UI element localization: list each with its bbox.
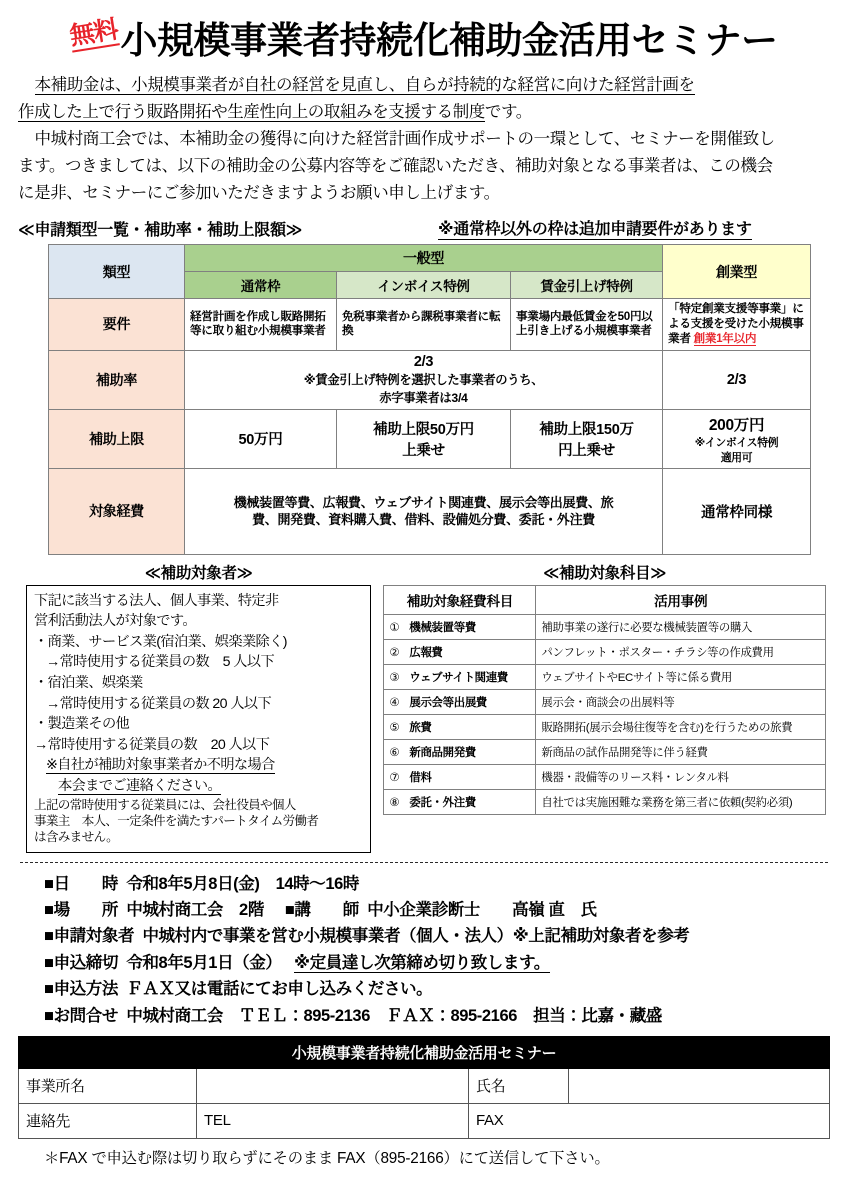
- subject-label: 機械装置等費: [409, 621, 476, 634]
- lecturer-label: ■講 師: [284, 901, 359, 920]
- subject-name-cell: [384, 739, 536, 764]
- eligible-footnote-3: は含みません。: [34, 830, 119, 845]
- limit-wage-l2: 円上乗せ: [558, 442, 615, 459]
- subject-example-cell: ウェブサイトやECサイト等に係る費用: [536, 664, 826, 689]
- form-header-title: 小規模事業者持続化補助金活用セミナー: [19, 1036, 830, 1068]
- cut-line-divider: [20, 862, 828, 863]
- table-row: [384, 664, 826, 689]
- caption-right: ※通常枠以外の枠は追加申請要件があります: [438, 216, 752, 240]
- rate-general-note2: 赤字事業者は3/4: [379, 390, 468, 405]
- subject-example-cell: パンフレット・ポスター・チラシ等の作成費用: [536, 639, 826, 664]
- subject-name-cell: [384, 789, 536, 814]
- requirement-invoice: 免税事業者から課税事業者に転換: [337, 299, 511, 350]
- rate-startup: 2/3: [663, 350, 811, 409]
- row-label-requirement: 要件: [49, 299, 185, 350]
- limit-wage-l1: 補助上限150万: [539, 421, 634, 438]
- subject-name-cell: [384, 664, 536, 689]
- rate-general-main: 2/3: [413, 353, 434, 370]
- deadline-note: ※定員達し次第締め切り致します。: [294, 953, 550, 972]
- intro-paragraph-2: [18, 126, 830, 152]
- limit-normal: 50万円: [185, 409, 337, 468]
- deadline-value: 令和8年5月1日（金）: [126, 953, 282, 972]
- subject-number: ①: [389, 621, 400, 634]
- detail-method: [44, 976, 830, 1002]
- eligible-line-1: 営利活動法人が対象です。: [34, 613, 196, 630]
- subject-number: ②: [389, 646, 400, 659]
- subject-name-cell: [384, 614, 536, 639]
- requirement-startup: [663, 299, 811, 350]
- intro-paragraph-2-l3: [18, 180, 830, 206]
- table-row: [384, 639, 826, 664]
- eligible-heading: ≪補助対象者≫: [144, 564, 253, 582]
- deadline-label: ■申込締切: [44, 953, 118, 972]
- form-row-contact: [19, 1103, 830, 1138]
- header-general: 一般型: [185, 245, 663, 272]
- intro-paragraph-1-cont: [18, 99, 830, 125]
- subject-example-cell: 販路開拓(展示会場往復等を含む)を行うための旅費: [536, 714, 826, 739]
- subject-number: ③: [389, 671, 400, 684]
- applicant-value: 中城村内で事業を営む小規模事業者（個人・法人）※上記補助対象者を参考: [142, 927, 690, 946]
- applicant-label: ■申請対象者: [44, 927, 135, 946]
- table-header-row-1: [49, 245, 811, 272]
- eligible-line-0: 下記に該当する法人、個人事業、特定非: [34, 592, 279, 609]
- subject-label: ウェブサイト関連費: [409, 671, 508, 684]
- method-label: ■申込方法: [44, 980, 118, 999]
- two-column-section: [18, 561, 830, 853]
- subject-label: 委託・外注費: [409, 796, 476, 809]
- eligible-footnote-2: 事業主 本人、一定条件を満たすパートタイム労働者: [34, 813, 319, 828]
- row-limit: [49, 409, 811, 468]
- form-header-row: [19, 1036, 830, 1068]
- eligible-line-7: →常時使用する従業員の数 20 人以下: [34, 736, 270, 753]
- subject-number: ⑥: [389, 746, 400, 759]
- eligible-line-6: ・製造業その他: [34, 716, 130, 733]
- form-input-name[interactable]: [569, 1068, 830, 1103]
- intro-p1-tail: です。: [484, 102, 532, 121]
- eligible-line-3: →常時使用する従業員の数 5 人以下: [46, 654, 275, 671]
- intro-p1-c: 作成した上で行う販路開拓や生産性向上の取組みを支援する制度: [18, 102, 485, 121]
- detail-deadline: [44, 950, 830, 976]
- requirement-wage: 事業場内最低賃金を50円以上引き上げる小規模事業者: [511, 299, 663, 350]
- method-value: ＦＡＸ又は電話にてお申し込みください。: [126, 980, 433, 999]
- subject-example-cell: 補助事業の遂行に必要な機械装置等の購入: [536, 614, 826, 639]
- table-row: [384, 764, 826, 789]
- row-label-rate: 補助率: [49, 350, 185, 409]
- subjects-col-2: 活用事例: [536, 585, 826, 614]
- subject-label: 展示会等出展費: [409, 696, 488, 709]
- intro-p2-l3: に是非、セミナーにご参加いただきますようお願い申し上げます。: [18, 184, 500, 203]
- requirement-startup-red-note: 創業1年以内: [693, 331, 757, 345]
- limit-wage: [511, 409, 663, 468]
- subject-number: ④: [389, 696, 400, 709]
- table-row: [384, 789, 826, 814]
- eligible-line-2: ・商業、サービス業(宿泊業、娯楽業除く): [34, 633, 287, 650]
- rate-general-note1: ※賃金引上げ特例を選択した事業者のうち、: [303, 372, 544, 387]
- subject-example-cell: 自社では実施困難な業務を第三者に依頼(契約必須): [536, 789, 826, 814]
- fax-note: ＊FAX で申込む際は切り取らずにそのまま FAX（895-2166）にて送信して下さい。: [44, 1149, 610, 1167]
- row-expenses: [49, 468, 811, 554]
- header-startup: 創業型: [663, 245, 811, 299]
- form-label-office: 事業所名: [19, 1068, 197, 1103]
- venue-value: 中城村商工会 2階: [126, 901, 264, 920]
- contact-label: ■お問合せ: [44, 1006, 118, 1025]
- title-row: [18, 0, 830, 63]
- intro-p1-b: 小規模事業者が自社の経営を見直し、自らが持続的な経営に向けた経営計画を: [131, 75, 695, 94]
- row-requirement: [49, 299, 811, 350]
- limit-startup: [663, 409, 811, 468]
- subject-example-cell: 展示会・商談会の出展料等: [536, 689, 826, 714]
- requirement-normal: 経営計画を作成し販路開拓等に取り組む小規模事業者: [185, 299, 337, 350]
- form-label-name: 氏名: [469, 1068, 569, 1103]
- subjects-column: [383, 561, 826, 853]
- caption-left: ≪申請類型一覧・補助率・補助上限額≫: [18, 222, 303, 240]
- free-badge: 無料: [68, 15, 121, 52]
- subject-number: ⑧: [389, 796, 400, 809]
- subject-example-cell: 新商品の試作品開発等に伴う経費: [536, 739, 826, 764]
- expenses-startup: 通常枠同様: [663, 468, 811, 554]
- row-rate: [49, 350, 811, 409]
- detail-contact: [44, 1003, 830, 1029]
- header-type: 類型: [49, 245, 185, 299]
- intro-p2-l2: ます。つきましては、以下の補助金の公募内容等をご確認いただき、補助対象となる事業者は、この機会: [18, 157, 773, 176]
- eligible-column: [26, 561, 371, 853]
- subject-label: 借料: [409, 771, 432, 784]
- subject-example-cell: 機器・設備等のリース料・レンタル料: [536, 764, 826, 789]
- application-form: [18, 1036, 830, 1139]
- expenses-general: [185, 468, 663, 554]
- contact-value: 中城村商工会 ＴＥＬ：895-2136 ＦＡＸ：895-2166 担当：比嘉・藏盛: [126, 1006, 662, 1025]
- limit-invoice: [337, 409, 511, 468]
- form-row-office: [19, 1068, 830, 1103]
- limit-startup-note1: ※インボイス特例: [694, 436, 779, 449]
- header-invoice-special: インボイス特例: [337, 272, 511, 299]
- form-input-office[interactable]: [197, 1068, 469, 1103]
- table-row: [384, 714, 826, 739]
- intro-p2-l1: 中城村商工会では、本補助金の獲得に向けた経営計画作成サポートの一環として、セミナーを開催致し: [34, 129, 775, 148]
- subjects-col-1: 補助対象経費科目: [384, 585, 536, 614]
- subject-label: 旅費: [409, 721, 432, 734]
- table-row: [384, 739, 826, 764]
- venue-label: ■場 所: [44, 901, 118, 920]
- eligible-box: [26, 585, 371, 853]
- form-label-contact: 連絡先: [19, 1103, 197, 1138]
- table-row: [384, 689, 826, 714]
- subject-name-cell: [384, 764, 536, 789]
- expenses-general-l1: 機械装置等費、広報費、ウェブサイト関連費、展示会等出展費、旅: [233, 494, 614, 510]
- subjects-header-row: [384, 585, 826, 614]
- subject-table: [383, 585, 826, 815]
- eligible-underlined-2: [34, 776, 363, 797]
- header-normal-frame: 通常枠: [185, 272, 337, 299]
- subject-label: 新商品開発費: [409, 746, 476, 759]
- subsidy-type-table: [48, 244, 811, 554]
- event-details: [18, 871, 830, 1029]
- subject-number: ⑦: [389, 771, 400, 784]
- subject-label: 広報費: [409, 646, 443, 659]
- subject-name-cell: [384, 639, 536, 664]
- row-label-expenses: 対象経費: [49, 468, 185, 554]
- detail-datetime: [44, 871, 830, 897]
- subject-name-cell: [384, 714, 536, 739]
- page-title: 小規模事業者持続化補助金活用セミナー: [120, 20, 778, 61]
- requirement-startup-text: 「特定創業支援等事業」による支援を受けた小規模事業者: [668, 302, 804, 345]
- lecturer-value: 中小企業診断士 高嶺 直 氏: [367, 901, 597, 920]
- limit-invoice-l1: 補助上限50万円: [373, 421, 474, 438]
- subject-name-cell: [384, 689, 536, 714]
- eligible-underlined-1: [34, 755, 363, 776]
- main-table-caption: [18, 216, 830, 240]
- eligible-footnote-1: 上記の常時使用する従業員には、会社役員や個人: [34, 797, 296, 812]
- limit-startup-note2: 適用可: [720, 451, 753, 464]
- eligible-underlined-2-text: 本会までご連絡ください。: [58, 777, 222, 794]
- expenses-general-l2: 費、開発費、資料購入費、借料、設備処分費、委託・外注費: [252, 512, 595, 528]
- limit-invoice-l2: 上乗せ: [402, 442, 445, 459]
- datetime-label: ■日 時: [44, 874, 118, 893]
- intro-paragraph-2-l2: [18, 153, 830, 179]
- subjects-heading: ≪補助対象科目≫: [543, 564, 667, 582]
- eligible-underlined-1-text: ※自社が補助対象事業者か不明な場合: [46, 757, 275, 774]
- rate-general: [185, 350, 663, 409]
- intro-text: [18, 72, 830, 206]
- eligible-line-4: ・宿泊業、娯楽業: [34, 675, 143, 692]
- form-input-tel[interactable]: TEL: [197, 1103, 469, 1138]
- table-row: [384, 614, 826, 639]
- subject-number: ⑤: [389, 721, 400, 734]
- detail-applicant: [44, 923, 830, 949]
- row-label-limit: 補助上限: [49, 409, 185, 468]
- detail-venue-lecturer: [44, 897, 830, 923]
- limit-startup-main: 200万円: [708, 416, 765, 434]
- header-wage-special: 賃金引上げ特例: [511, 272, 663, 299]
- datetime-value: 令和8年5月8日(金) 14時～16時: [126, 874, 359, 893]
- eligible-line-5: →常時使用する従業員の数 20 人以下: [46, 695, 272, 712]
- form-input-fax[interactable]: FAX: [469, 1103, 830, 1138]
- intro-paragraph-1: [18, 72, 830, 98]
- intro-p1-a: 本補助金は、: [34, 75, 132, 94]
